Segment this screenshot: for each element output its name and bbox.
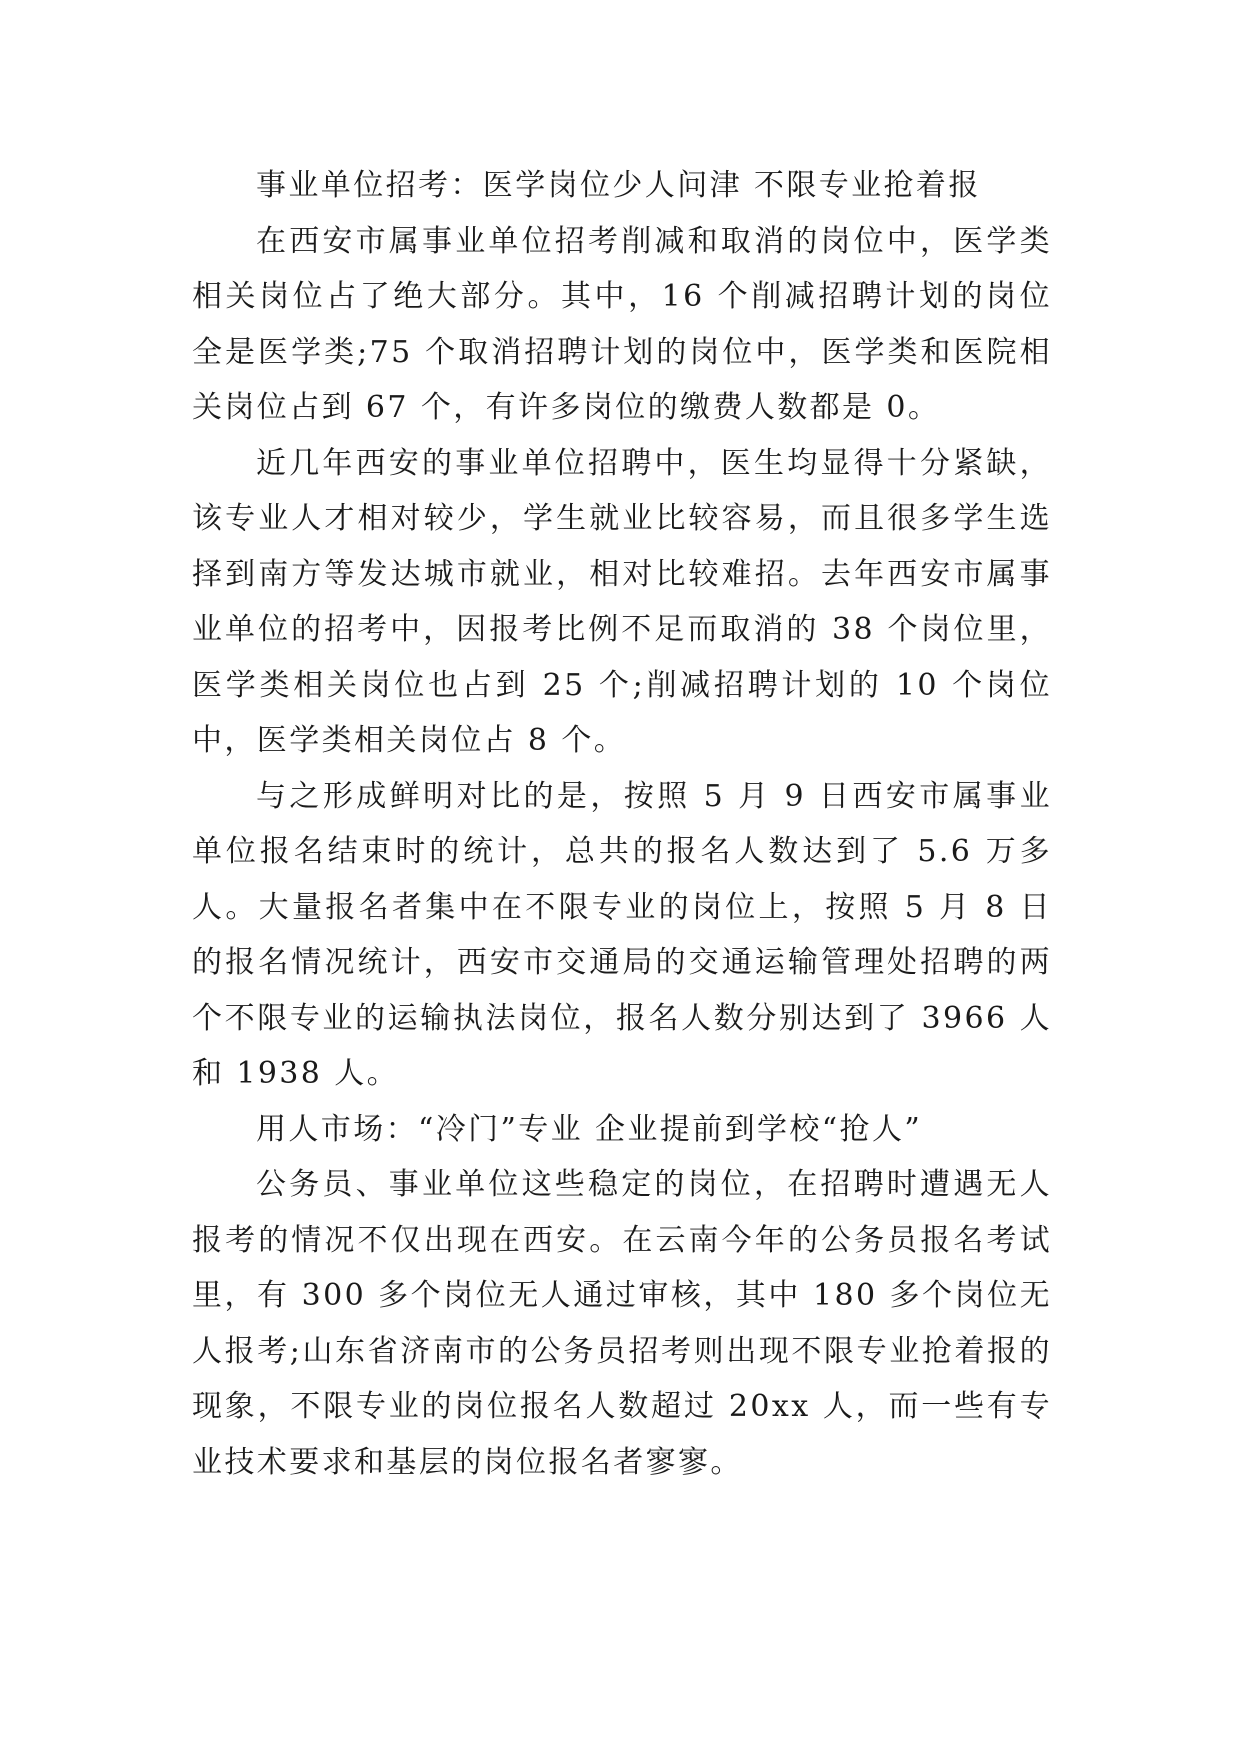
paragraph-cancelled-positions: 在西安市属事业单位招考削减和取消的岗位中，医学类相关岗位占了绝大部分。其中，16 个削减招聘计划的岗位全是医学类;75 个取消招聘计划的岗位中，医学类和医院相关岗位占到 67 个，有许多岗位的缴费人数都是 0。 xyxy=(192,223,1052,425)
paragraph-doctor-shortage: 近几年西安的事业单位招聘中，医生均显得十分紧缺，该专业人才相对较少，学生就业比较容易，而且很多学生选择到南方等发达城市就业，相对比较难招。去年西安市属事业单位的招考中，因报考比例不足而取消的 38 个岗位里，医学类相关岗位也占到 25 个;削减招聘计划的 10 个岗位中，医学类相关岗位占 8 个。 xyxy=(192,445,1052,758)
section-heading-employment-market: 用人市场：“冷门”专业 企业提前到学校“抢人” xyxy=(256,1111,923,1147)
paragraph-civil-service-exams: 公务员、事业单位这些稳定的岗位，在招聘时遭遇无人报考的情况不仅出现在西安。在云南今年的公务员报名考试里，有 300 多个岗位无人通过审核，其中 180 多个岗位无人报考;山东省济南市的公务员招考则出现不限专业抢着报的现象，不限专业的岗位报名人数超过 20xx 人，而一些有专业技术要求和基层的岗位报名者寥寥。 xyxy=(192,1167,1052,1480)
section-heading-public-institutions: 事业单位招考：医学岗位少人问津 不限专业抢着报 xyxy=(256,168,981,203)
paragraph-registration-statistics: 与之形成鲜明对比的是，按照 5 月 9 日西安市属事业单位报名结束时的统计，总共的报名人数达到了 5.6 万多人。大量报名者集中在不限专业的岗位上，按照 5 月 8 日的报名情况统计，西安市交通局的交通运输管理处招聘的两个不限专业的运输执法岗位，报名人数分别达到了 3966 人和 1938 人。 xyxy=(192,778,1052,1091)
document-body xyxy=(192,158,1052,1490)
